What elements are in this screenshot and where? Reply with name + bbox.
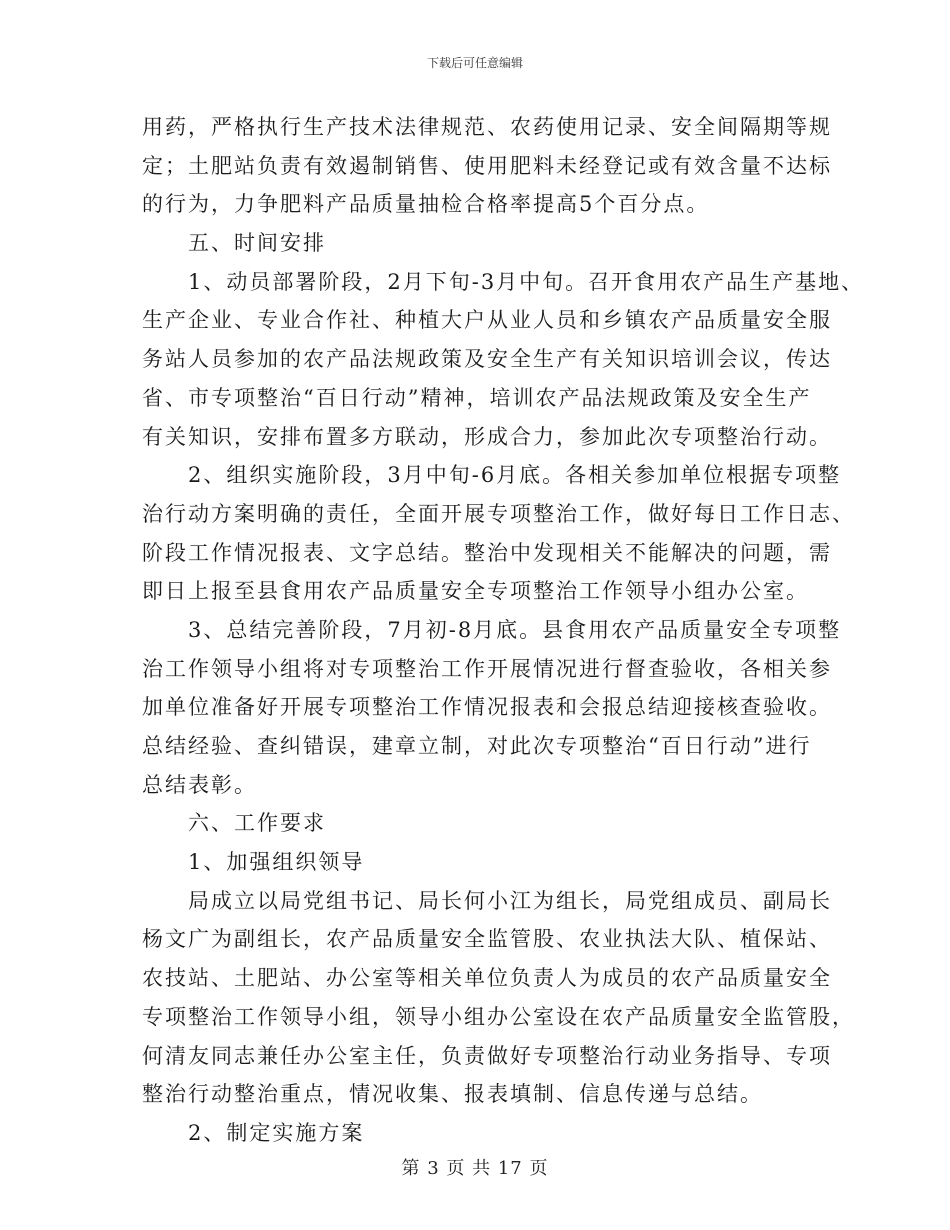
text-line: 专项整治工作领导小组，领导小组办公室设在农产品质量安全监管股，: [142, 1004, 855, 1029]
text-line: 总结经验、查纠错误，建章立制，对此次专项整治“百日行动”进行: [142, 734, 812, 758]
text-line: 治行动方案明确的责任，全面开展专项整治工作，做好每日工作日志、: [142, 501, 855, 526]
section-heading: 五、时间安排: [188, 231, 326, 256]
section-heading: 六、工作要求: [188, 811, 326, 836]
document-body: [142, 108, 865, 1153]
header-note: 下载后可任意编辑: [426, 56, 523, 70]
text-line: 定；土肥站负责有效遏制销售、使用肥料未经登记或有效含量不达标: [142, 153, 832, 178]
text-line: 局成立以局党组书记、局长何小江为组长，局党组成员、副局长: [188, 888, 832, 913]
text-line: 务站人员参加的农产品法规政策及安全生产有关知识培训会议，传达: [142, 347, 832, 372]
page-number-footer: 第 3 页 共 17 页: [401, 1158, 549, 1179]
text-line: 整治行动整治重点，情况收集、报表填制、信息传递与总结。: [142, 1082, 763, 1107]
text-line: 有关知识，安排布置多方联动，形成合力，参加此次专项整治行动。: [142, 424, 832, 449]
text-line: 1、动员部署阶段，2月下旬-3月中旬。召开食用农产品生产基地、: [188, 269, 865, 294]
text-line: 治工作领导小组将对专项整治工作开展情况进行督查验收，各相关参: [142, 656, 832, 681]
text-line: 3、总结完善阶段，7月初-8月底。县食用农产品质量安全专项整: [188, 617, 842, 642]
text-line: 省、市专项整治“百日行动”精神，培训农产品法规政策及安全生产: [142, 385, 812, 410]
subsection-heading: 1、加强组织领导: [188, 850, 365, 875]
text-line: 2、组织实施阶段，3月中旬-6月底。各相关参加单位根据专项整: [188, 463, 842, 488]
text-line: 即日上报至县食用农产品质量安全专项整治工作领导小组办公室。: [142, 579, 809, 604]
text-line: 阶段工作情况报表、文字总结。整治中发现相关不能解决的问题，需: [142, 540, 832, 565]
text-line: 加单位准备好开展专项整治工作情况报表和会报总结迎接核查验收。: [142, 695, 832, 720]
text-line: 何清友同志兼任办公室主任，负责做好专项整治行动业务指导、专项: [142, 1043, 832, 1068]
text-line: 的行为，力争肥料产品质量抽检合格率提高5个百分点。: [142, 192, 710, 217]
text-line: 生产企业、专业合作社、种植大户从业人员和乡镇农产品质量安全服: [142, 308, 832, 333]
text-line: 总结表彰。: [142, 772, 257, 797]
subsection-heading: 2、制定实施方案: [188, 1120, 365, 1145]
text-line: 杨文广为副组长，农产品质量安全监管股、农业执法大队、植保站、: [142, 927, 832, 952]
text-line: 农技站、土肥站、办公室等相关单位负责人为成员的农产品质量安全: [142, 966, 832, 991]
text-line: 用药，严格执行生产技术法律规范、农药使用记录、安全间隔期等规: [142, 115, 832, 139]
